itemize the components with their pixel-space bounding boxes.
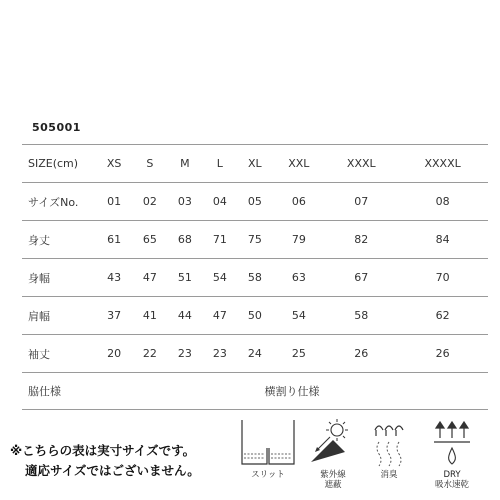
table-cell: 47 <box>132 259 167 297</box>
row-label: 袖丈 <box>22 335 96 373</box>
table-cell: 04 <box>202 183 237 221</box>
table-cell: 68 <box>167 221 202 259</box>
product-code: 505001 <box>32 121 81 134</box>
deodorant-icon <box>357 418 421 470</box>
table-cell: 84 <box>397 221 488 259</box>
table-cell: 05 <box>237 183 272 221</box>
note-line-1: ※こちらの表は実寸サイズです。 <box>10 443 196 458</box>
side-spec-row <box>22 373 488 410</box>
table-cell: 67 <box>325 259 397 297</box>
table-header-cell: L <box>202 145 237 183</box>
table-cell: 02 <box>132 183 167 221</box>
size-note <box>10 441 200 481</box>
table-row <box>22 183 488 221</box>
table-cell: 47 <box>202 297 237 335</box>
table-cell: 44 <box>167 297 202 335</box>
feature-odor-label: 消臭 <box>380 470 398 480</box>
feature-slit <box>236 418 300 480</box>
quick-dry-icon <box>420 418 484 470</box>
table-header-cell: XL <box>237 145 272 183</box>
feature-odor <box>357 418 421 480</box>
table-cell: 51 <box>167 259 202 297</box>
table-cell: 23 <box>202 335 237 373</box>
feature-uv <box>301 418 365 490</box>
table-cell: 61 <box>96 221 132 259</box>
side-spec-value: 横割り仕様 <box>96 373 488 410</box>
table-cell: 01 <box>96 183 132 221</box>
table-cell: 54 <box>202 259 237 297</box>
table-cell: 43 <box>96 259 132 297</box>
table-cell: 24 <box>237 335 272 373</box>
row-label: 身幅 <box>22 259 96 297</box>
table-cell: 20 <box>96 335 132 373</box>
row-label: サイズNo. <box>22 183 96 221</box>
table-header-cell: XS <box>96 145 132 183</box>
table-cell: 54 <box>272 297 325 335</box>
row-label: 身丈 <box>22 221 96 259</box>
table-cell: 50 <box>237 297 272 335</box>
table-cell: 71 <box>202 221 237 259</box>
uv-shield-icon <box>301 418 365 470</box>
feature-dry-label-line2: 吸水速乾 <box>434 480 469 490</box>
table-cell: 26 <box>325 335 397 373</box>
table-cell: 08 <box>397 183 488 221</box>
feature-uv-label <box>301 470 365 490</box>
feature-dry-label <box>420 470 484 490</box>
table-cell: 25 <box>272 335 325 373</box>
table-cell: 62 <box>397 297 488 335</box>
slit-hem-icon <box>236 418 300 470</box>
table-row <box>22 297 488 335</box>
table-cell: 58 <box>325 297 397 335</box>
feature-dry <box>420 418 484 490</box>
table-header-cell: XXL <box>272 145 325 183</box>
table-cell: 37 <box>96 297 132 335</box>
row-label: 肩幅 <box>22 297 96 335</box>
table-cell: 70 <box>397 259 488 297</box>
feature-uv-label-line2: 遮蔽 <box>324 480 342 490</box>
table-cell: 75 <box>237 221 272 259</box>
table-cell: 41 <box>132 297 167 335</box>
table-cell: 07 <box>325 183 397 221</box>
table-row <box>22 221 488 259</box>
table-cell: 03 <box>167 183 202 221</box>
feature-dry-label-line1: DRY <box>443 470 461 480</box>
feature-slit-label: スリット <box>251 470 285 480</box>
table-cell: 65 <box>132 221 167 259</box>
note-line-2: 適応サイズではございません。 <box>25 463 200 478</box>
table-header-cell: SIZE(cm) <box>22 145 96 183</box>
table-cell: 22 <box>132 335 167 373</box>
table-cell: 63 <box>272 259 325 297</box>
table-cell: 58 <box>237 259 272 297</box>
table-header-cell: S <box>132 145 167 183</box>
size-table <box>22 144 488 410</box>
table-row <box>22 259 488 297</box>
row-label: 脇仕様 <box>22 373 96 410</box>
table-header-cell: M <box>167 145 202 183</box>
table-header-row <box>22 145 488 183</box>
feature-uv-label-line1: 紫外線 <box>320 470 346 480</box>
table-header-cell: XXXL <box>325 145 397 183</box>
table-cell: 06 <box>272 183 325 221</box>
table-cell: 23 <box>167 335 202 373</box>
table-header-cell: XXXXL <box>397 145 488 183</box>
table-cell: 82 <box>325 221 397 259</box>
table-row <box>22 335 488 373</box>
table-cell: 79 <box>272 221 325 259</box>
table-cell: 26 <box>397 335 488 373</box>
